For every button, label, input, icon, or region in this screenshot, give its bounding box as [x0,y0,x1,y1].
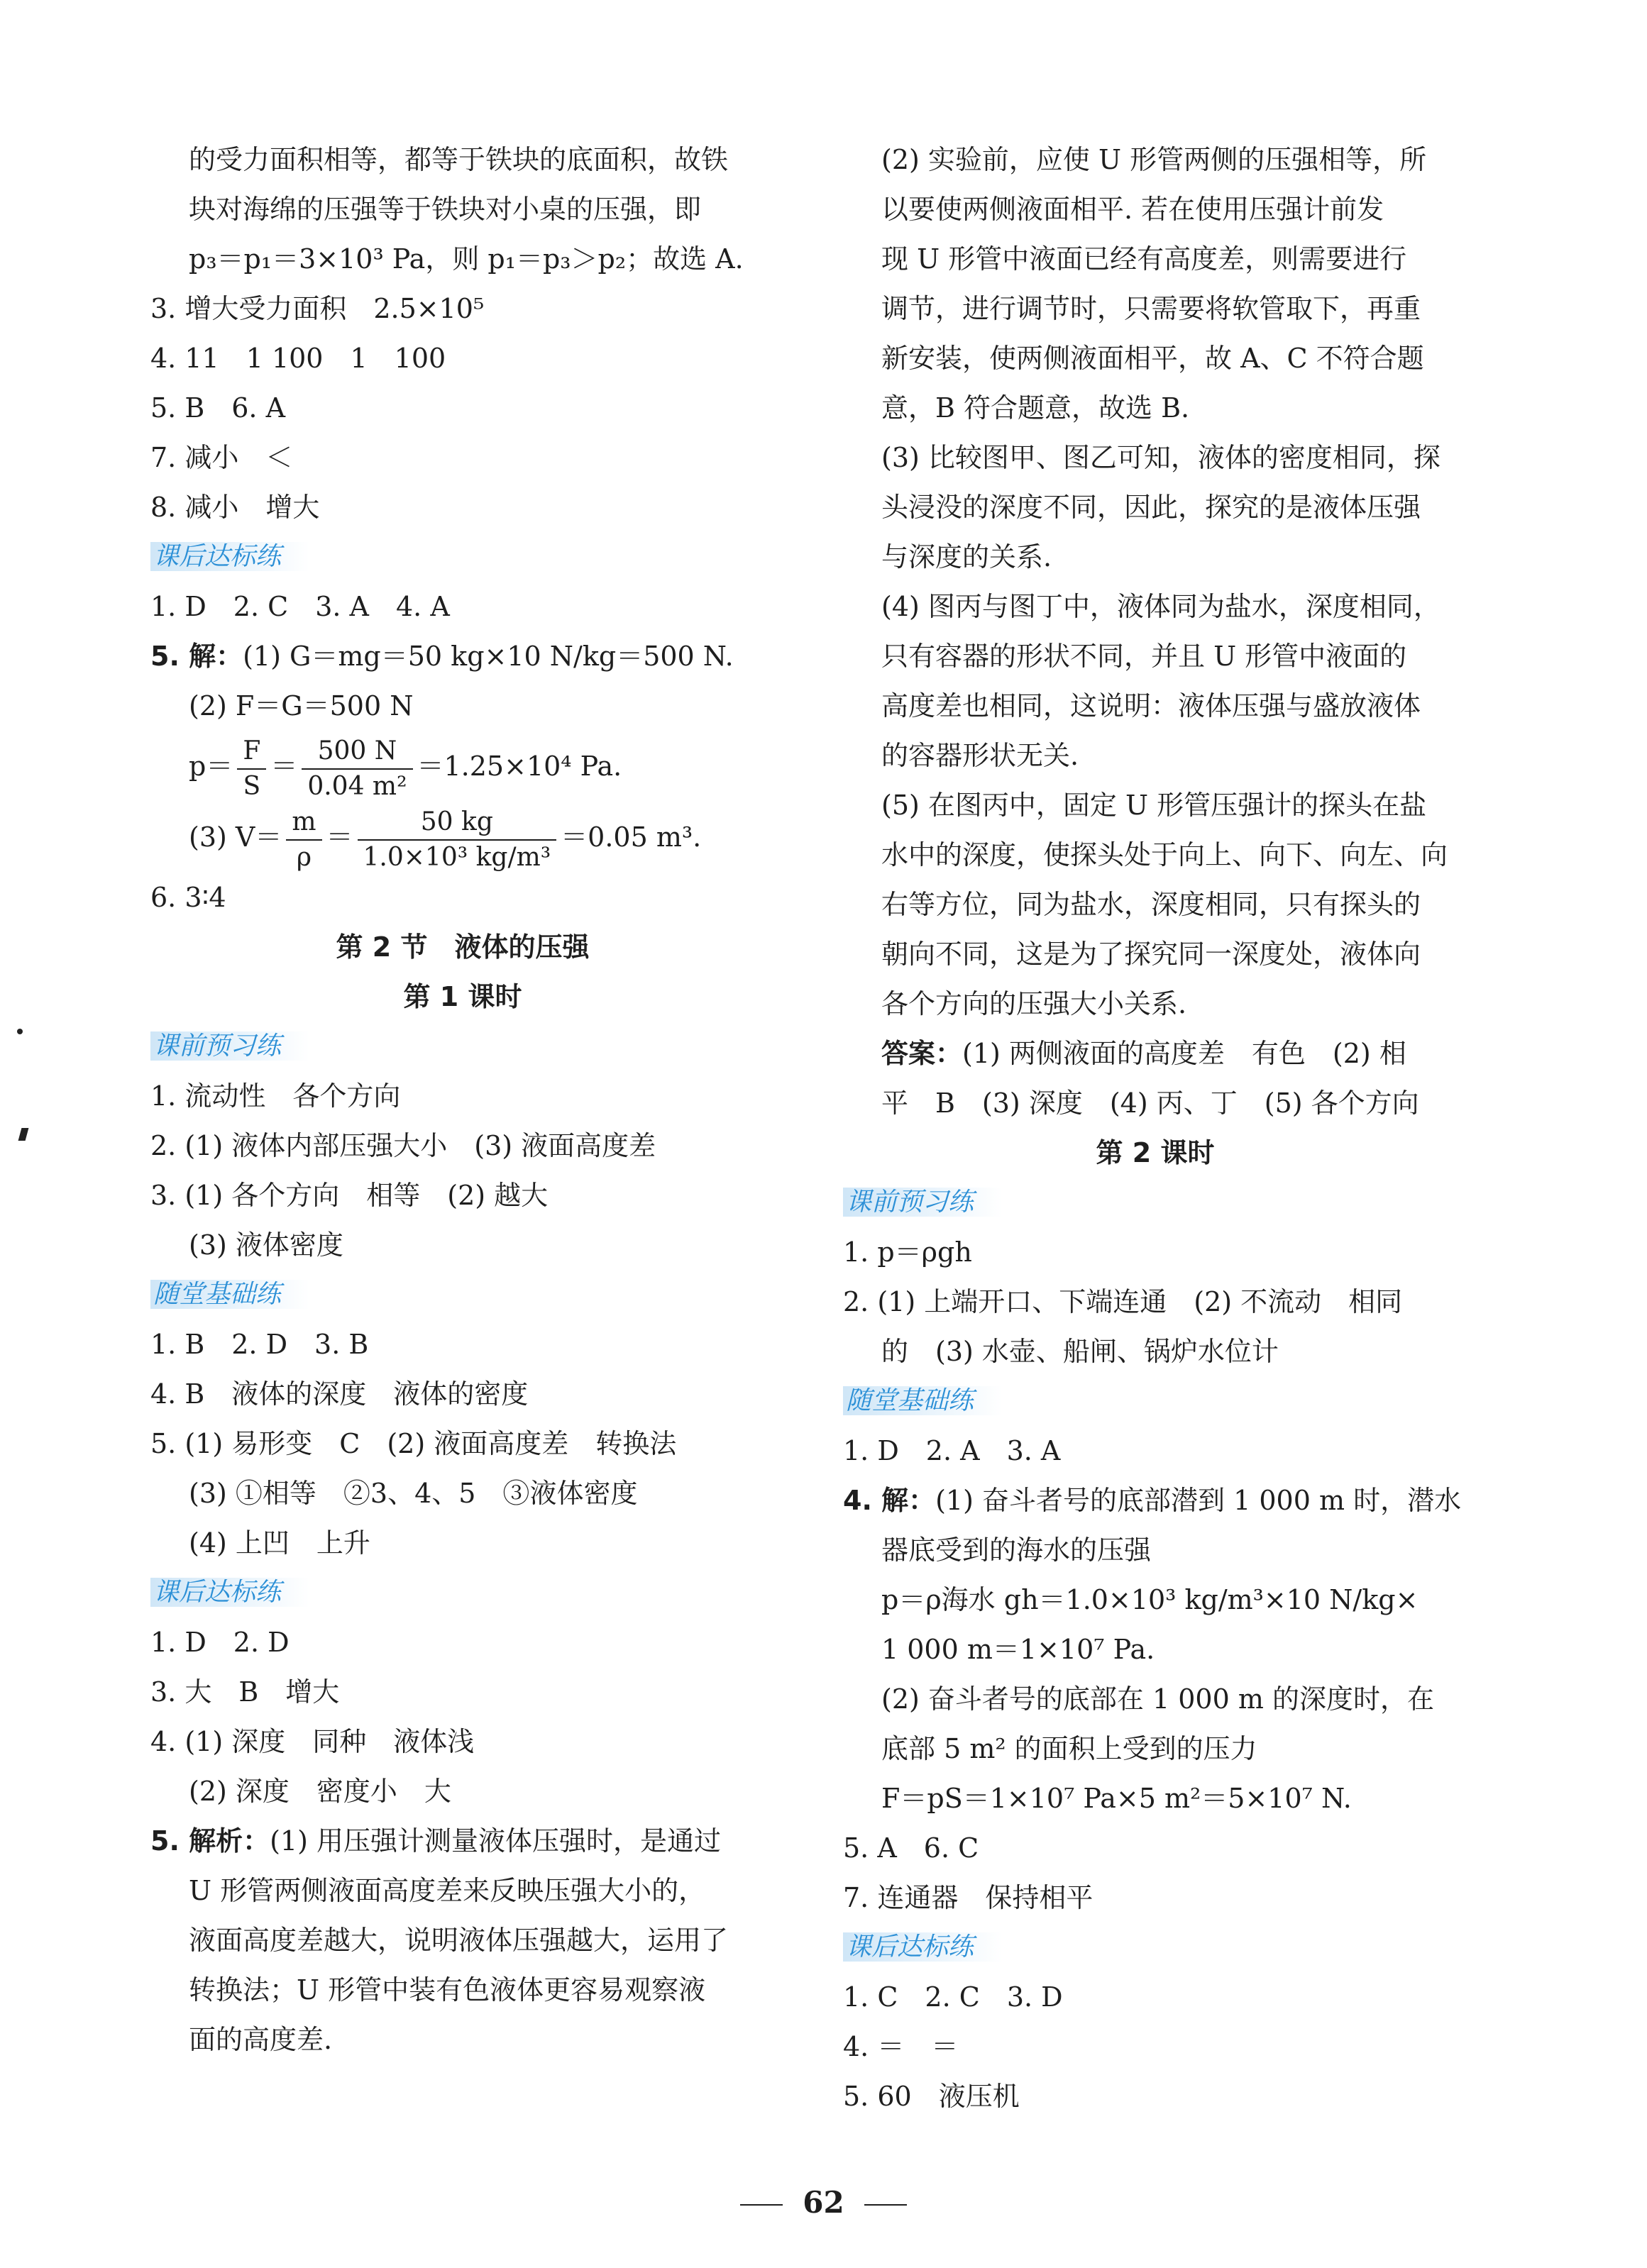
text-line: 底部 5 m² 的面积上受到的压力 [881,1733,1257,1764]
answer-line: 1. D 2. A 3. A [843,1435,1061,1466]
answer-line [843,1029,1467,1078]
denominator: 0.04 m² [307,771,407,801]
answer-line: (4) 上凹 上升 [189,1527,370,1559]
answer-line: 1. C 2. C 3. D [843,1981,1063,2013]
formula-lhs: p＝ [189,751,233,782]
text-line: 各个方向的压强大小关系. [881,988,1187,1019]
numerator: 50 kg [358,805,557,841]
text-line: 现 U 形管中液面已经有高度差，则需要进行 [881,243,1407,275]
lesson-title: 第 1 课时 [403,981,522,1012]
formula-rhs: ＝1.25×10⁴ Pa. [417,751,622,782]
numerator: 500 N [302,734,412,770]
section-heading [843,1923,1467,1972]
answer-line: 4. 11 1 100 1 100 [150,343,446,374]
text-line: 平 B (3) 深度 (4) 丙、丁 (5) 各个方向 [881,1088,1419,1119]
answer-line: 7. 减小 ＜ [150,442,293,473]
answer-line: 4. ＝ ＝ [843,2031,959,2062]
page-footer [0,2185,1647,2220]
numerator: m [286,805,321,841]
text-line: 调节，进行调节时，只需要将软管取下，再重 [881,293,1421,324]
text-line: 只有容器的形状不同，并且 U 形管中液面的 [881,641,1407,672]
answer-line: (3) 液体密度 [189,1229,343,1261]
formula-volume [150,802,775,873]
solution-text: (1) 奋斗者号的底部潜到 1 000 m 时，潜水 [935,1485,1462,1516]
section-heading-label: 随堂基础练 [843,1386,1002,1415]
section-heading-label: 课后达标练 [150,1578,309,1607]
footer-rule-left [740,2204,783,2206]
text-line: (2) 奋斗者号的底部在 1 000 m 的深度时，在 [881,1683,1434,1715]
section-heading [843,1376,1467,1426]
section-heading-label: 课后达标练 [843,1932,1002,1962]
answer-line: 8. 减小 增大 [150,492,320,523]
text-line: (4) 图丙与图丁中，液体同为盐水，深度相同， [881,591,1441,622]
answer-line [150,1816,775,1866]
answer-line: 1. B 2. D 3. B [150,1329,369,1360]
answer-line: 5. A 6. C [843,1832,979,1864]
answer-line: (3) ①相等 ②3、4、5 ③液体密度 [189,1478,638,1509]
answer-line: (2) F＝G＝500 N [189,690,414,721]
analysis-text: (1) 用压强计测量液体压强时，是通过 [270,1825,722,1857]
text-line: 面的高度差. [189,2024,333,2055]
text-line: (2) 实验前，应使 U 形管两侧的压强相等，所 [881,144,1427,175]
answer-line: 3. 大 B 增大 [150,1676,340,1708]
numerator: F [237,734,266,770]
formula-lhs: (3) V＝ [189,822,282,853]
lesson-title: 第 2 课时 [1096,1137,1215,1168]
section-heading-label: 课前预习练 [150,1031,309,1061]
text-line: 水中的深度，使探头处于向上、向下、向左、向 [881,839,1448,870]
section-heading-label: 随堂基础练 [150,1280,309,1309]
answer-line: 5. B 6. A [150,392,286,424]
text-line: 的受力面积相等，都等于铁块的底面积，故铁 [189,144,729,175]
left-column [150,135,775,2064]
text-line: 以要使两侧液面相平. 若在使用压强计前发 [881,194,1384,225]
text-line: (3) 比较图甲、图乙可知，液体的密度相同，探 [881,442,1441,473]
answer-line: 3. (1) 各个方向 相等 (2) 越大 [150,1180,549,1211]
answer-line: 2. (1) 液体内部压强大小 (3) 液面高度差 [150,1130,656,1161]
text-line: 高度差也相同，这说明：液体压强与盛放液体 [881,690,1421,721]
fraction [358,805,557,875]
section-heading [150,532,775,582]
section-heading [843,1178,1467,1227]
formula-rhs: ＝0.05 m³. [561,822,702,853]
fraction [302,734,412,804]
scan-speck [17,1029,23,1034]
section-heading-label: 课前预习练 [843,1188,1002,1217]
right-column [843,135,1467,2121]
solution-text: (1) G＝mg＝50 kg×10 N/kg＝500 N. [243,641,734,672]
text-line: 的容器形状无关. [881,740,1079,771]
answer-line: (2) 深度 密度小 大 [189,1776,451,1807]
text-line: 新安装，使两侧液面相平，故 A、C 不符合题 [881,343,1424,374]
text-line: 器底受到的海水的压强 [881,1534,1152,1566]
scan-speck [18,1128,29,1141]
section-heading-label: 课后达标练 [150,542,309,571]
answer-line: 5. (1) 易形变 C (2) 液面高度差 转换法 [150,1428,677,1459]
answer-line: 6. 3∶4 [150,882,226,913]
answer-line: 2. (1) 上端开口、下端连通 (2) 不流动 相同 [843,1286,1403,1317]
analysis-label: 5. 解析： [150,1825,270,1857]
answer-line: 1. p＝ρgh [843,1237,972,1268]
section-heading [150,1568,775,1617]
formula-line: F＝pS＝1×10⁷ Pa×5 m²＝5×10⁷ N. [881,1783,1352,1814]
footer-rule-right [864,2204,907,2206]
text-line: 转换法；U 形管中装有色液体更容易观察液 [189,1974,706,2006]
fraction [237,734,266,804]
answer-line: 1. D 2. D [150,1627,290,1658]
answer-line: 4. (1) 深度 同种 液体浅 [150,1726,475,1757]
text-line: 液面高度差越大，说明液体压强越大，运用了 [189,1925,729,1956]
answer-line: 5. 60 液压机 [843,2081,1020,2112]
equals-sign: ＝ [270,751,298,782]
solution-label: 4. 解： [843,1485,936,1516]
formula-pressure [150,731,775,802]
answer-line: 1. 流动性 各个方向 [150,1080,401,1112]
section-title: 第 2 节 液体的压强 [336,931,590,963]
formula-line: 1 000 m＝1×10⁷ Pa. [881,1634,1155,1665]
formula-line: p＝ρ海水 gh＝1.0×10³ kg/m³×10 N/kg× [881,1584,1419,1615]
answer-label: 答案： [881,1038,963,1069]
text-line: p₃＝p₁＝3×10³ Pa，则 p₁＝p₃＞p₂；故选 A. [189,243,744,275]
text-line: 意，B 符合题意，故选 B. [881,392,1190,424]
denominator: 1.0×10³ kg/m³ [363,842,551,872]
answer-text: (1) 两侧液面的高度差 有色 (2) 相 [962,1038,1406,1069]
section-heading [150,1022,775,1071]
text-line: (5) 在图丙中，固定 U 形管压强计的探头在盐 [881,790,1427,821]
answer-line: 3. 增大受力面积 2.5×10⁵ [150,293,485,324]
text-line: 与深度的关系. [881,541,1052,572]
answer-line [150,631,775,681]
text-line: 头浸没的深度不同，因此，探究的是液体压强 [881,492,1421,523]
denominator: S [243,771,261,801]
equals-sign: ＝ [326,822,353,853]
answer-line: 4. B 液体的深度 液体的密度 [150,1378,529,1410]
solution-label: 5. 解： [150,641,243,672]
text-line: U 形管两侧液面高度差来反映压强大小的， [189,1875,706,1906]
answer-line: 7. 连通器 保持相平 [843,1882,1094,1913]
text-line: 右等方位，同为盐水，深度相同，只有探头的 [881,889,1421,920]
text-line: 朝向不同，这是为了探究同一深度处，液体向 [881,939,1421,970]
section-heading [150,1270,775,1320]
answer-line: 1. D 2. C 3. A 4. A [150,591,450,622]
page-number: 62 [803,2185,844,2220]
answer-line [843,1476,1467,1525]
denominator: ρ [296,842,312,872]
text-line: 块对海绵的压强等于铁块对小桌的压强，即 [189,194,702,225]
answer-line: 的 (3) 水壶、船闸、锅炉水位计 [881,1336,1279,1367]
fraction [286,805,321,875]
